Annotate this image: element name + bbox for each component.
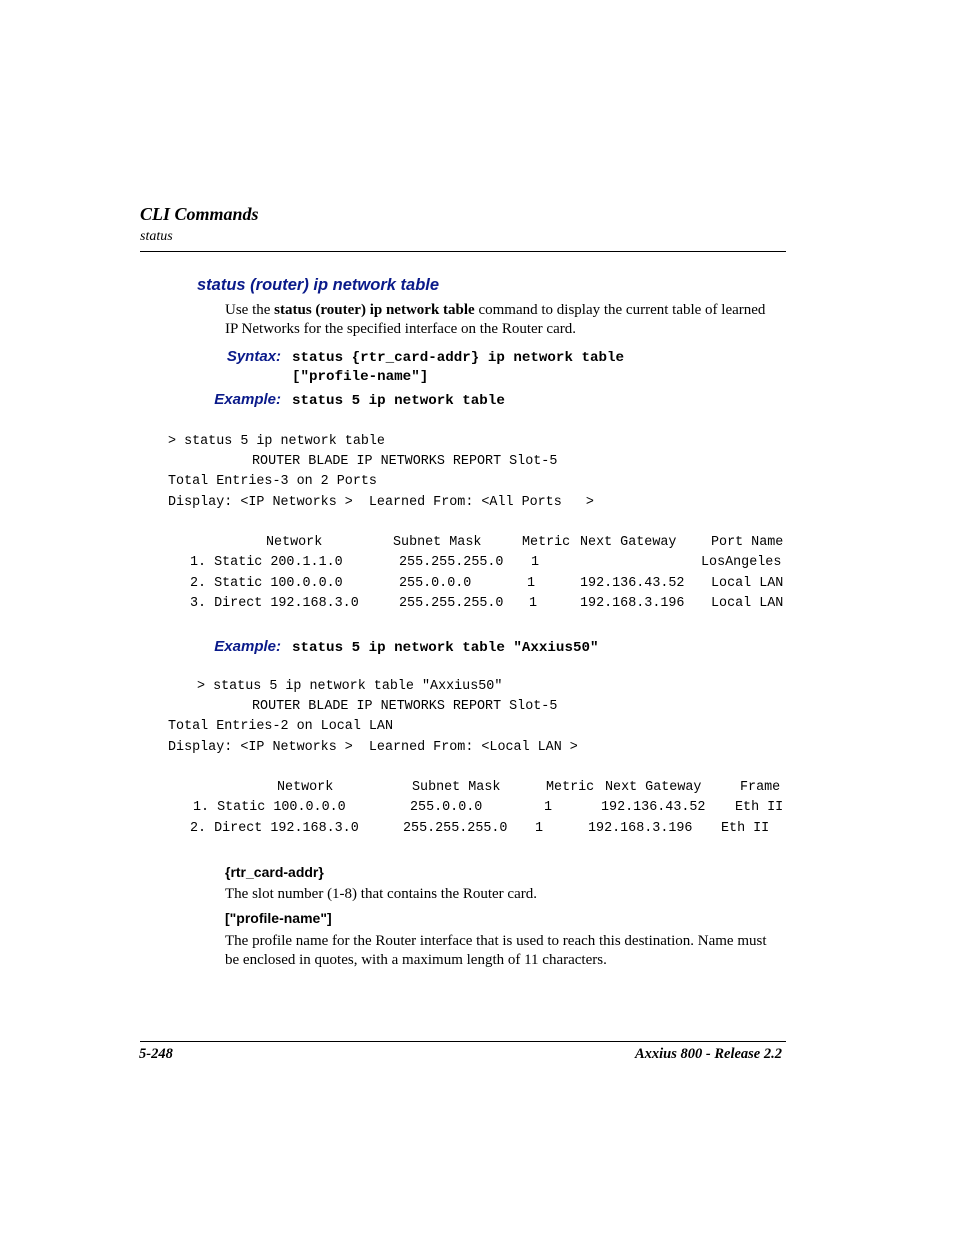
ex1-header-metric: Metric [522,535,571,550]
ex2-row2-metric: 1 [535,821,544,836]
example1-total: Total Entries-3 on 2 Ports [168,474,377,489]
ex2-row1-frame: Eth II [735,800,784,815]
syntax-label: Syntax: [226,348,281,365]
chapter-title: CLI Commands [140,204,259,224]
header-rule [140,251,786,252]
example2-total: Total Entries-2 on Local LAN [168,719,393,734]
ex2-header-gateway: Next Gateway [605,780,702,795]
param-rtr-card-addr-desc: The slot number (1-8) that contains the Router card. [225,886,537,902]
intro-prefix: Use the [225,302,275,318]
ex2-row1-metric: 1 [544,800,553,815]
syntax-line2: ["profile-name"] [292,369,429,385]
example1-command: status 5 ip network table [292,393,505,409]
ex1-row2-subnet: 255.0.0.0 [399,576,472,591]
param-profile-desc-line1: The profile name for the Router interface that is used to reach this destination. Name must [225,933,767,949]
example1-label: Example: [214,391,281,408]
footer-rule [140,1041,786,1042]
ex2-row2-gateway: 192.168.3.196 [588,821,693,836]
ex1-header-subnet: Subnet Mask [393,535,482,550]
ex1-header-port: Port Name [711,535,784,550]
ex1-row3-gateway: 192.168.3.196 [580,596,685,611]
example1-prompt: > status 5 ip network table [168,434,385,449]
ex1-row2-network: 2. Static 100.0.0.0 [190,576,343,591]
ex1-row3-network: 3. Direct 192.168.3.0 [190,596,359,611]
chapter-subtitle: status [140,229,173,244]
ex2-header-subnet: Subnet Mask [412,780,501,795]
example2-display: Display: <IP Networks > Learned From: <Local LAN > [168,740,578,755]
param-rtr-card-addr-name: {rtr_card-addr} [225,864,324,880]
param-profile-desc-line2: be enclosed in quotes, with a maximum length of 11 characters. [225,951,607,968]
ex2-row1-subnet: 255.0.0.0 [410,800,483,815]
ex1-header-network: Network [266,535,323,550]
section-title: status (router) ip network table [197,276,440,294]
intro-line2: IP Networks for the specified interface on the Router card. [225,320,576,337]
ex1-row1-subnet: 255.255.255.0 [399,555,504,570]
ex1-row3-subnet: 255.255.255.0 [399,596,504,611]
example2-label: Example: [214,638,281,655]
ex1-row2-port: Local LAN [711,576,784,591]
ex1-row1-port: LosAngeles [701,555,782,570]
product-release: Axxius 800 - Release 2.2 [634,1046,782,1062]
ex1-row3-port: Local LAN [711,596,784,611]
ex2-row2-network: 2. Direct 192.168.3.0 [190,821,359,836]
ex1-header-gateway: Next Gateway [580,535,677,550]
ex1-row1-network: 1. Static 200.1.1.0 [190,555,343,570]
syntax-line1: status {rtr_card-addr} ip network table [292,350,625,366]
ex1-row2-metric: 1 [527,576,536,591]
ex2-row2-subnet: 255.255.255.0 [403,821,508,836]
intro-rest: command to display the current table of learned [474,302,766,318]
ex2-row1-gateway: 192.136.43.52 [601,800,706,815]
example1-report-title: ROUTER BLADE IP NETWORKS REPORT Slot-5 [252,454,558,469]
ex2-row2-frame: Eth II [721,821,770,836]
ex2-row1-network: 1. Static 100.0.0.0 [193,800,346,815]
ex2-header-frame: Frame [740,780,781,795]
ex2-header-network: Network [277,780,334,795]
page-number: 5-248 [139,1046,173,1062]
ex1-row2-gateway: 192.136.43.52 [580,576,685,591]
param-profile-name-name: ["profile-name"] [225,910,332,926]
example2-report-title: ROUTER BLADE IP NETWORKS REPORT Slot-5 [252,699,558,714]
ex1-row1-metric: 1 [531,555,540,570]
example2-prompt: > status 5 ip network table "Axxius50" [197,679,503,694]
intro-paragraph [225,301,790,338]
ex1-row3-metric: 1 [529,596,538,611]
example2-command: status 5 ip network table "Axxius50" [292,640,599,656]
intro-command: status (router) ip network table [274,302,475,318]
ex2-header-metric: Metric [546,780,595,795]
example1-display: Display: <IP Networks > Learned From: <All Ports > [168,495,594,510]
param-profile-name-desc [225,932,805,969]
